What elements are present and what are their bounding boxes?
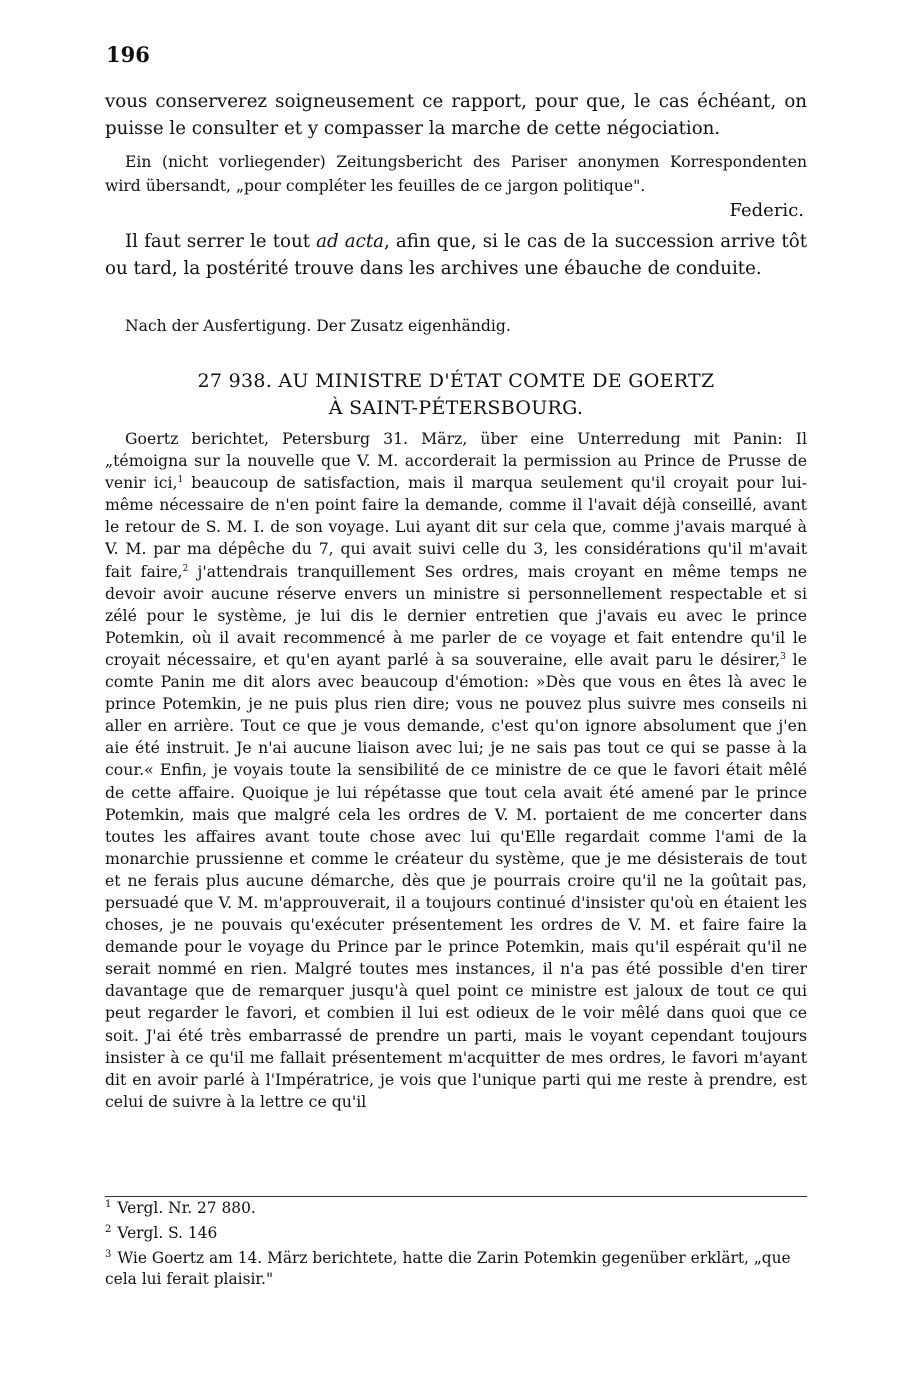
paragraph-body-2-end: , afin que, si le cas de la succession arrive tôt ou tard, la postérité trouve dans les archives une ébauche de conduite. (105, 231, 808, 279)
editor-note-2: Nach der Ausfertigung. Der Zusatz eigenhändig. (125, 317, 511, 335)
footnotes (105, 1194, 807, 1290)
document-text-part-4: le comte Panin me dit alors avec beaucoup d'émotion: »Dès que vous en êtes là avec le prince Potemkin, je ne puis plus rien dire; vous ne pouvez plus suivre mes conseils ni aller en arrière. Tout ce que je vous demande, c'est qu'on ignore absolument que j'en aie été instruit. Je n'ai aucune liaison avec lui; je ne sais pas tout ce qui se passe à la cour.« Enfin, je voyais toute la sensibilité de ce ministre de ce que le favori était mêlé de cette affaire. Quoique je lui répétasse que tout cela avait été amené par le prince Potemkin, mais que malgré cela les ordres de V. M. portaient de me concerter dans toutes les affaires avant toute chose avec lui qu'Elle regardait comme l'ami de la monarchie prussienne et comme le créateur du système, que je me désisterais de tout et ne ferais plus aucune démarche, dès que je pourrais croire qu'il ne la goûtait pas, persuadé que V. M. m'approuverait, il a toujours continué d'insister qu'où en étaient les choses, je ne pouvais qu'exécuter présentement les ordres de V. M. et faire faire la demande pour le voyage du Prince par le prince Potemkin, mais qu'il espérait qu'il ne serait nommé en rien. Malgré toutes mes instances, il n'a pas été possible d'en tirer davantage que de remarquer jusqu'à quel point ce ministre est jaloux de tout ce qui peut regarder le favori, et combien il lui est odieux de le voir mêlé dans quoi que ce soit. J'ai été très embarrassé de prendre un parti, mais le voyant cependant toujours insister à ce qu'il me fallait présentement m'acquitter de mes ordres, le favori m'ayant dit en avoir parlé à l'Impératrice, je vois que l'unique parti qui me reste à prendre, est celui de suivre à la lettre ce qu'il (105, 649, 807, 1111)
footnote-text: Wie Goertz am 14. März berichtete, hatte die Zarin Potemkin gegenüber erklärt, „que cela lui ferait plaisir." (105, 1249, 791, 1289)
footnote-ref-2: 2 (182, 563, 189, 574)
footnote-mark: 2 (105, 1224, 112, 1236)
document-text-part-3: j'attendrais tranquillement Ses ordres, mais croyant en même temps ne devoir avoir aucune réserve envers un ministre si personnellement respectable et si zélé pour le système, je lui dis le dernier entretien que j'avais eu avec le prince Potemkin, où il avait recommencé à me parler de ce voyage et fait entendre qu'il le croyait nécessaire, et qu'en ayant parlé à sa souveraine, elle avait paru le désirer, (105, 561, 807, 669)
footnote-3 (105, 1244, 807, 1290)
paragraph-body-2-italic: ad acta (316, 231, 384, 252)
paragraph-body-2-start: Il faut serrer le tout (125, 231, 317, 252)
footnote-mark: 1 (105, 1199, 112, 1210)
footnote-1 (105, 1194, 807, 1219)
footnote-text: Vergl. S. 146 (117, 1224, 218, 1243)
signature: Federic. (729, 200, 804, 221)
page-number: 196 (106, 42, 150, 67)
heading-line-1: 27 938. AU MINISTRE D'ÉTAT COMTE DE GOERTZ (197, 370, 715, 392)
document-heading (105, 368, 807, 422)
footnote-text: Vergl. Nr. 27 880. (117, 1199, 256, 1218)
heading-line-2: À SAINT-PÉTERSBOURG. (328, 397, 584, 419)
document-text-part-2: beaucoup de satisfaction, mais il marqua seulement qu'il croyait pour lui-même nécessaire de n'en point faire la demande, comme il l'avait déjà conseillé, avant le retour de S. M. I. de son voyage. Lui ayant dit sur cela que, comme j'avais marqué à V. M. par ma dépêche du 7, qui avait suivi celle du 3, les considérations qu'il m'avait fait faire, (105, 473, 807, 581)
paragraph-body-2 (105, 228, 807, 282)
footnote-ref-3: 3 (780, 651, 786, 662)
footnote-2 (105, 1219, 807, 1244)
footnote-mark: 3 (105, 1249, 112, 1261)
editor-note-1: Ein (nicht vorliegender) Zeitungsbericht des Pariser anonymen Korrespondenten wird übersandt, „pour compléter les feuilles de ce jargon politique". (105, 153, 807, 195)
paragraph-body-1: vous conserverez soigneusement ce rapport, pour que, le cas échéant, on puisse le consulter et y compasser la marche de cette négociation. (105, 91, 807, 139)
document-text (105, 428, 807, 1113)
document-text-part-1: Goertz berichtet, Petersburg 31. März, über eine Unterredung mit Panin: Il „témoigna sur la nouvelle que V. M. accorderait la permission au Prince de Prusse de venir ici, (105, 429, 807, 493)
footnote-ref-1: 1 (177, 474, 184, 485)
